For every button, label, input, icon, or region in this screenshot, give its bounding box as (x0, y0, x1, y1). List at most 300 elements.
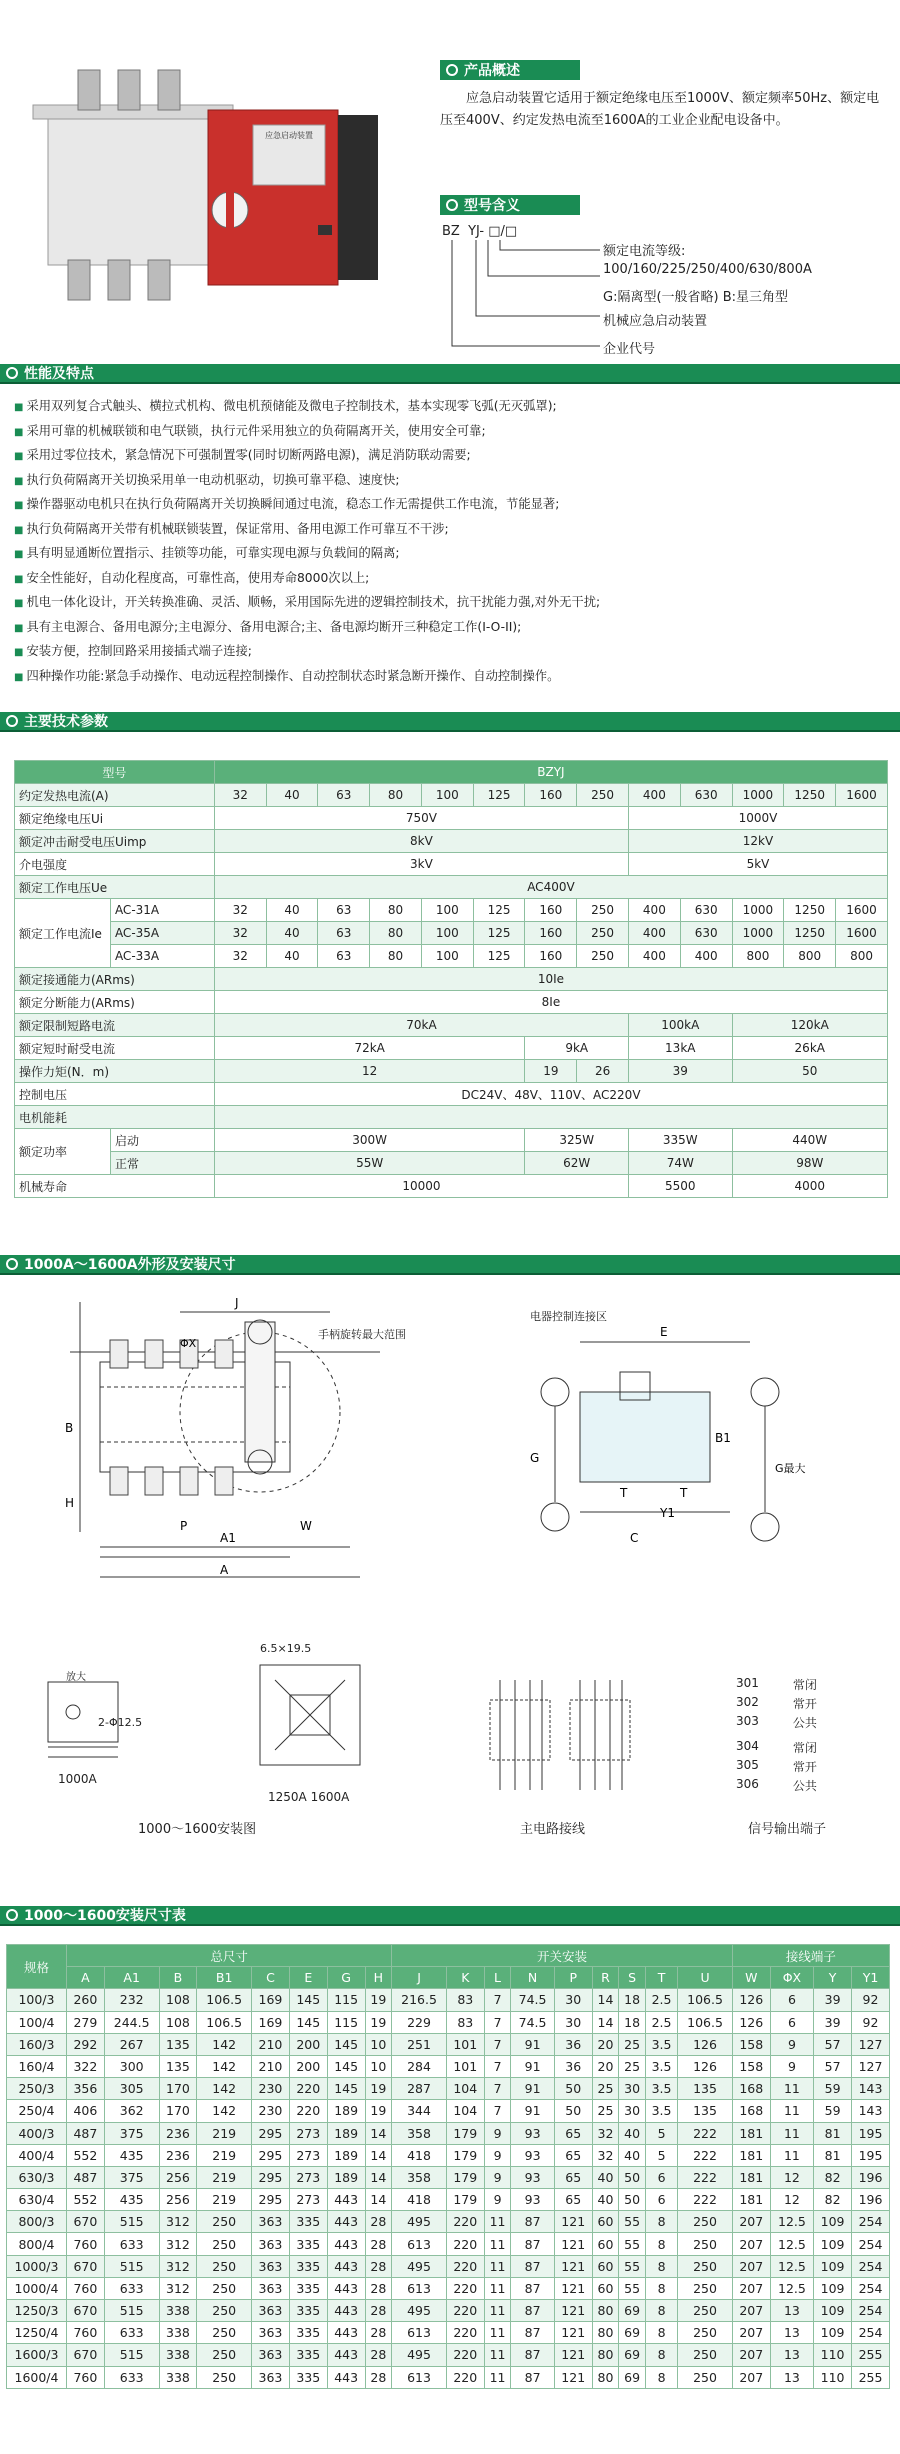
dim-cell: 760 (67, 2233, 105, 2255)
dim-cell: 3.5 (645, 2100, 677, 2122)
spec-row (15, 1037, 888, 1060)
dim-cell: 59 (814, 2078, 852, 2100)
terminal-num: 302 (736, 1695, 759, 1709)
spec-cell: 100 (421, 784, 473, 807)
dim-cell: 515 (104, 2255, 159, 2277)
spec-cell: 125 (473, 784, 525, 807)
dim-cell: 179 (446, 2189, 484, 2211)
svg-text:J: J (235, 1296, 239, 1310)
dim-cell: 670 (67, 2211, 105, 2233)
dim-cell: 418 (392, 2189, 447, 2211)
dim-cell: 633 (104, 2322, 159, 2344)
dim-cell: 279 (67, 2011, 105, 2033)
spec-cell: 125 (473, 899, 525, 922)
dim-cell: 14 (365, 2189, 392, 2211)
feature-item: ■ 采用双列复合式触头、横拉式机构、微电机预储能及微电子控制技术，基本实现零飞弧(无灭弧罩); (14, 395, 884, 420)
dim-cell: 222 (678, 2144, 733, 2166)
dim-cell: 55 (619, 2233, 646, 2255)
dim-col-header: A (67, 1967, 105, 1989)
dim-cell: 232 (104, 1989, 159, 2011)
dim-col-header: G (327, 1967, 365, 1989)
model-line-3: 机械应急启动装置 (603, 314, 708, 329)
dim-cell: 375 (104, 2122, 159, 2144)
dim-cell: 50 (619, 2189, 646, 2211)
dim-cell: 11 (484, 2277, 511, 2299)
dim-cell: 487 (67, 2122, 105, 2144)
dim-cell: 613 (392, 2233, 447, 2255)
spec-cell: DC24V、48V、110V、AC220V (214, 1083, 887, 1106)
dim-cell: 106.5 (197, 2011, 252, 2033)
dim-cell: 11 (770, 2078, 813, 2100)
dim-cell: 121 (554, 2322, 592, 2344)
dim-col-header: J (392, 1967, 447, 1989)
dim-cell: 55 (619, 2255, 646, 2277)
dim-cell: 109 (814, 2300, 852, 2322)
signal-terminal-caption: 信号输出端子 (748, 1822, 827, 1837)
dim-cell: 121 (554, 2344, 592, 2366)
outline-header (0, 1255, 900, 1275)
outline-title: 1000A～1600A外形及安装尺寸 (24, 1257, 236, 1273)
dim-row (7, 2011, 890, 2033)
feature-item: ■ 采用过零位技术，紧急情况下可强制置零(同时切断两路电源)，满足消防联动需要; (14, 444, 884, 469)
feature-item: ■ 安全性能好，自动化程度高，可靠性高，使用寿命8000次以上; (14, 567, 884, 592)
dim-cell: 65 (554, 2144, 592, 2166)
dim-cell: 613 (392, 2322, 447, 2344)
dim-cell: 93 (511, 2144, 554, 2166)
svg-text:A1: A1 (220, 1531, 236, 1545)
dim-cell: 189 (327, 2166, 365, 2188)
dim-cell: 633 (104, 2366, 159, 2388)
spec-row (15, 1152, 888, 1175)
dim-cell: 28 (365, 2344, 392, 2366)
dim-cell: 230 (252, 2100, 290, 2122)
svg-text:Y1: Y1 (660, 1506, 675, 1520)
dim-cell: 109 (814, 2277, 852, 2299)
dim-cell: 9 (484, 2189, 511, 2211)
spec-row (15, 991, 888, 1014)
dim-cell: 322 (67, 2055, 105, 2077)
dim-cell: 254 (852, 2255, 890, 2277)
dim-cell: 81 (814, 2122, 852, 2144)
spec-cell: 12kV (629, 830, 888, 853)
dim-cell: 495 (392, 2300, 447, 2322)
dim-cell: 406 (67, 2100, 105, 2122)
dim-cell: 127 (852, 2033, 890, 2055)
dim-cell: 55 (619, 2277, 646, 2299)
dim-cell: 109 (814, 2322, 852, 2344)
dim-cell: 250 (678, 2277, 733, 2299)
dim-cell: 312 (159, 2211, 197, 2233)
dim-cell: 65 (554, 2189, 592, 2211)
dim-cell: 145 (289, 1989, 327, 2011)
dim-row-spec: 1250/4 (7, 2322, 67, 2344)
feature-item: ■ 执行负荷隔离开关带有机械联锁装置，保证常用、备用电源工作可靠互不干涉; (14, 518, 884, 543)
dim-cell: 220 (446, 2366, 484, 2388)
dim-cell: 220 (446, 2255, 484, 2277)
dim-cell: 8 (645, 2233, 677, 2255)
dim-cell: 14 (592, 1989, 619, 2011)
dim-cell: 10 (365, 2033, 392, 2055)
dim-row-spec: 100/3 (7, 1989, 67, 2011)
dim-cell: 295 (252, 2166, 290, 2188)
spec-cell: 100 (421, 945, 473, 968)
dim-cell: 273 (289, 2189, 327, 2211)
dim-cell: 295 (252, 2122, 290, 2144)
dim-cell: 363 (252, 2366, 290, 2388)
dim-cell: 83 (446, 2011, 484, 2033)
dim-cell: 25 (592, 2100, 619, 2122)
dim-cell: 670 (67, 2300, 105, 2322)
model-header (440, 195, 580, 215)
spec-row-label: 额定限制短路电流 (15, 1014, 215, 1037)
dim-cell: 7 (484, 2078, 511, 2100)
svg-text:E: E (660, 1325, 668, 1339)
dim-cell: 28 (365, 2322, 392, 2344)
dim-cell: 14 (365, 2122, 392, 2144)
dim-cell: 356 (67, 2078, 105, 2100)
dim-cell: 335 (289, 2366, 327, 2388)
terminal-label: 公共 (792, 1716, 817, 1730)
dim-cell: 338 (159, 2344, 197, 2366)
dim-cell: 335 (289, 2300, 327, 2322)
dim-cell: 220 (289, 2100, 327, 2122)
dim-row-spec: 1600/3 (7, 2344, 67, 2366)
spec-row-sublabel: AC-31A (110, 899, 214, 922)
dim-cell: 11 (770, 2100, 813, 2122)
spec-cell: 800 (836, 945, 888, 968)
dim-cell: 250 (678, 2344, 733, 2366)
spec-header-row (15, 761, 888, 784)
terminal-num: 306 (736, 1777, 759, 1791)
dim-cell: 418 (392, 2144, 447, 2166)
dim-cell: 126 (732, 1989, 770, 2011)
svg-text:W: W (300, 1519, 312, 1533)
dim-cell: 363 (252, 2211, 290, 2233)
dim-cell: 9 (484, 2122, 511, 2144)
dim-cell: 3.5 (645, 2078, 677, 2100)
spec-cell: 63 (318, 922, 370, 945)
dim-cell: 92 (852, 1989, 890, 2011)
dim-cell: 443 (327, 2211, 365, 2233)
dim-cell: 196 (852, 2189, 890, 2211)
dim-cell: 6 (770, 1989, 813, 2011)
dim-cell: 87 (511, 2255, 554, 2277)
dim-cell: 760 (67, 2366, 105, 2388)
dim-cell: 36 (554, 2055, 592, 2077)
dim-cell: 11 (484, 2233, 511, 2255)
dim-cell: 760 (67, 2322, 105, 2344)
dim-cell: 28 (365, 2366, 392, 2388)
dim-cell: 57 (814, 2033, 852, 2055)
spec-cell: 80 (370, 922, 422, 945)
dim-col-row (7, 1967, 890, 1989)
dim-cell: 14 (365, 2166, 392, 2188)
spec-cell: 9kA (525, 1037, 629, 1060)
dim-cell: 495 (392, 2344, 447, 2366)
dim-cell: 443 (327, 2189, 365, 2211)
dim-cell: 40 (592, 2189, 619, 2211)
feature-item: ■ 机电一体化设计，开关转换准确、灵活、顺畅，采用国际先进的逻辑控制技术，抗干扰能力强,对外无干扰; (14, 591, 884, 616)
dim-cell: 7 (484, 2100, 511, 2122)
dim-cell: 443 (327, 2233, 365, 2255)
dim-cell: 142 (197, 2033, 252, 2055)
dim-row (7, 2055, 890, 2077)
spec-cell: 325W (525, 1129, 629, 1152)
spec-row-sublabel: 正常 (110, 1152, 214, 1175)
dim-cell: 101 (446, 2033, 484, 2055)
dim-cell: 515 (104, 2300, 159, 2322)
dim-cell: 143 (852, 2078, 890, 2100)
spec-row-label: 介电强度 (15, 853, 215, 876)
dim-col-spec: 规格 (7, 1945, 67, 1989)
spec-cell: 160 (525, 899, 577, 922)
spec-cell: 400 (629, 922, 681, 945)
spec-row-label: 额定工作电压Ue (15, 876, 215, 899)
dim-cell: 2.5 (645, 2011, 677, 2033)
model-line-2: G:隔离型(一般省略) B:星三角型 (603, 290, 789, 305)
dim-cell: 93 (511, 2122, 554, 2144)
svg-text:G: G (530, 1451, 540, 1465)
main-wiring-caption: 主电路接线 (520, 1822, 586, 1837)
dim-header (0, 1906, 900, 1926)
dim-cell: 443 (327, 2366, 365, 2388)
dim-cell: 87 (511, 2300, 554, 2322)
spec-row (15, 945, 888, 968)
dim-cell: 108 (159, 1989, 197, 2011)
dim-cell: 80 (592, 2344, 619, 2366)
dim-row (7, 2122, 890, 2144)
dim-cell: 121 (554, 2211, 592, 2233)
dim-col-header: W (732, 1967, 770, 1989)
overview-text: 应急启动装置它适用于额定绝缘电压至1000V、额定频率50Hz、额定电压至400V、约定发热电流至1600A的工业企业配电设备中。 (440, 91, 880, 128)
terminal-num: 304 (736, 1739, 759, 1753)
dim-cell: 260 (67, 1989, 105, 2011)
dim-cell: 670 (67, 2344, 105, 2366)
dim-row (7, 1989, 890, 2011)
dim-row-spec: 250/4 (7, 2100, 67, 2122)
feature-item: ■ 四种操作功能:紧急手动操作、电动远程控制操作、自动控制状态时紧急断开操作、自动控制操作。 (14, 665, 884, 690)
dim-row (7, 2166, 890, 2188)
spec-row (15, 968, 888, 991)
spec-cell: 630 (680, 922, 732, 945)
dim-cell: 216.5 (392, 1989, 447, 2011)
section-badge-icon (6, 1909, 18, 1921)
dim-col-header: E (289, 1967, 327, 1989)
dim-cell: 255 (852, 2344, 890, 2366)
dim-cell: 8 (645, 2277, 677, 2299)
dim-cell: 57 (814, 2055, 852, 2077)
dim-cell: 250 (197, 2300, 252, 2322)
dim-cell: 50 (554, 2100, 592, 2122)
dim-cell: 110 (814, 2344, 852, 2366)
dim-cell: 8 (645, 2366, 677, 2388)
spec-row (15, 1083, 888, 1106)
dim-cell: 358 (392, 2122, 447, 2144)
dim-cell: 30 (619, 2100, 646, 2122)
model-code: BZ YJ- □/□ (442, 224, 518, 239)
section-badge-icon (6, 715, 18, 727)
dim-cell: 93 (511, 2166, 554, 2188)
dim-cell: 13 (770, 2322, 813, 2344)
dim-cell: 362 (104, 2100, 159, 2122)
dim-row-spec: 1250/3 (7, 2300, 67, 2322)
dim-col-header: H (365, 1967, 392, 1989)
dim-cell: 142 (197, 2100, 252, 2122)
feature-item: ■ 具有明显通断位置指示、挂锁等功能，可靠实现电源与负载间的隔离; (14, 542, 884, 567)
spec-cell: 100kA (629, 1014, 733, 1037)
terminal-num: 303 (736, 1714, 759, 1728)
dim-cell: 219 (197, 2189, 252, 2211)
dim-cell: 40 (619, 2144, 646, 2166)
spec-cell: 32 (214, 945, 266, 968)
dim-cell: 220 (289, 2078, 327, 2100)
spec-cell: 1000 (732, 899, 784, 922)
spec-row-label: 机械寿命 (15, 1175, 215, 1198)
dim-cell: 9 (770, 2055, 813, 2077)
dim-row-spec: 630/4 (7, 2189, 67, 2211)
dim-cell: 13 (770, 2300, 813, 2322)
dim-cell: 127 (852, 2055, 890, 2077)
dim-cell: 207 (732, 2277, 770, 2299)
fangda-label: 放大 (66, 1672, 86, 1683)
spec-cell: 1600 (836, 784, 888, 807)
dim-cell: 106.5 (678, 2011, 733, 2033)
svg-text:ΦX: ΦX (180, 1337, 197, 1350)
dim-cell: 338 (159, 2300, 197, 2322)
dim-cell: 338 (159, 2322, 197, 2344)
dim-col-header: N (511, 1967, 554, 1989)
dim-cell: 363 (252, 2300, 290, 2322)
dim-cell: 168 (732, 2100, 770, 2122)
dim-row (7, 2344, 890, 2366)
dim-cell: 219 (197, 2144, 252, 2166)
dim-cell: 11 (770, 2144, 813, 2166)
dim-cell: 254 (852, 2233, 890, 2255)
dim-cell: 28 (365, 2255, 392, 2277)
spec-row-label: 额定冲击耐受电压Uimp (15, 830, 215, 853)
feature-item: ■ 执行负荷隔离开关切换采用单一电动机驱动，切换可靠平稳、速度快; (14, 469, 884, 494)
dim-cell: 250 (197, 2255, 252, 2277)
spec-cell: 10Ie (214, 968, 887, 991)
dim-col-header: R (592, 1967, 619, 1989)
dim-cell: 344 (392, 2100, 447, 2122)
dim-cell: 11 (484, 2300, 511, 2322)
spec-row-label: 约定发热电流(A) (15, 784, 215, 807)
dim-cell: 12.5 (770, 2211, 813, 2233)
dim-cell: 2.5 (645, 1989, 677, 2011)
dim-cell: 25 (619, 2033, 646, 2055)
dim-cell: 36 (554, 2033, 592, 2055)
dim-cell: 195 (852, 2144, 890, 2166)
spec-cell: 55W (214, 1152, 525, 1175)
spec-row (15, 1106, 888, 1129)
dim-col-header: S (619, 1967, 646, 1989)
dim-row (7, 2144, 890, 2166)
dim-cell: 515 (104, 2344, 159, 2366)
dim-cell: 207 (732, 2322, 770, 2344)
dim-group-row (7, 1945, 890, 1967)
dim-cell: 295 (252, 2144, 290, 2166)
dim-cell: 273 (289, 2144, 327, 2166)
dim-cell: 142 (197, 2055, 252, 2077)
dim-cell: 222 (678, 2122, 733, 2144)
svg-text:C: C (630, 1531, 639, 1545)
spec-cell: 63 (318, 899, 370, 922)
dim-cell: 273 (289, 2166, 327, 2188)
spec-cell: 1600 (836, 899, 888, 922)
dim-cell: 207 (732, 2233, 770, 2255)
spec-cell: 400 (629, 945, 681, 968)
dim-cell: 91 (511, 2055, 554, 2077)
overview-title: 产品概述 (464, 63, 520, 79)
spec-cell: 50 (732, 1060, 887, 1083)
spec-row (15, 784, 888, 807)
dim-cell: 250 (197, 2366, 252, 2388)
dim-cell: 11 (484, 2322, 511, 2344)
dim-cell: 92 (852, 2011, 890, 2033)
spec-cell: 80 (370, 945, 422, 968)
dim-cell: 495 (392, 2211, 447, 2233)
terminal-label: 常闭 (792, 1741, 817, 1755)
spec-cell: 32 (214, 784, 266, 807)
spec-row-label: 操作力矩(N．m) (15, 1060, 215, 1083)
spec-cell: 160 (525, 945, 577, 968)
dim-cell: 250 (678, 2366, 733, 2388)
dim-cell: 121 (554, 2366, 592, 2388)
section-badge-icon (446, 64, 458, 76)
dim-cell: 69 (619, 2322, 646, 2344)
dim-cell: 25 (619, 2055, 646, 2077)
dim-cell: 87 (511, 2366, 554, 2388)
dim-cell: 20 (592, 2055, 619, 2077)
spec-cell: 1000V (629, 807, 888, 830)
dim-cell: 487 (67, 2166, 105, 2188)
dim-cell: 613 (392, 2366, 447, 2388)
dim-cell: 65 (554, 2122, 592, 2144)
spec-row-label: 电机能耗 (15, 1106, 215, 1129)
dim-row (7, 2255, 890, 2277)
dim-cell: 250 (197, 2277, 252, 2299)
dim-col-header: B1 (197, 1967, 252, 1989)
terminal-label: 公共 (792, 1779, 817, 1793)
dim-cell: 200 (289, 2033, 327, 2055)
dim-cell: 8 (645, 2255, 677, 2277)
spec-row (15, 1175, 888, 1198)
dim-cell: 87 (511, 2211, 554, 2233)
spec-cell: 250 (577, 784, 629, 807)
spec-cell: AC400V (214, 876, 887, 899)
spec-cell: 250 (577, 945, 629, 968)
section-badge-icon (6, 1258, 18, 1270)
dim-cell: 126 (678, 2055, 733, 2077)
ctrl-area-label: 电器控制连接区 (530, 1310, 607, 1323)
dim-cell: 250 (678, 2211, 733, 2233)
svg-text:T: T (620, 1486, 628, 1500)
spec-row (15, 876, 888, 899)
dim-cell: 256 (159, 2166, 197, 2188)
dim-cell: 305 (104, 2078, 159, 2100)
dim-cell: 207 (732, 2366, 770, 2388)
dim-cell: 145 (327, 2055, 365, 2077)
spec-model-label: 型号 (15, 761, 215, 784)
dim-cell: 60 (592, 2277, 619, 2299)
dim-cell: 8 (645, 2344, 677, 2366)
dim-cell: 300 (104, 2055, 159, 2077)
dim-cell: 495 (392, 2255, 447, 2277)
dim-cell: 250 (197, 2211, 252, 2233)
dim-cell: 145 (289, 2011, 327, 2033)
spec-cell: 400 (680, 945, 732, 968)
